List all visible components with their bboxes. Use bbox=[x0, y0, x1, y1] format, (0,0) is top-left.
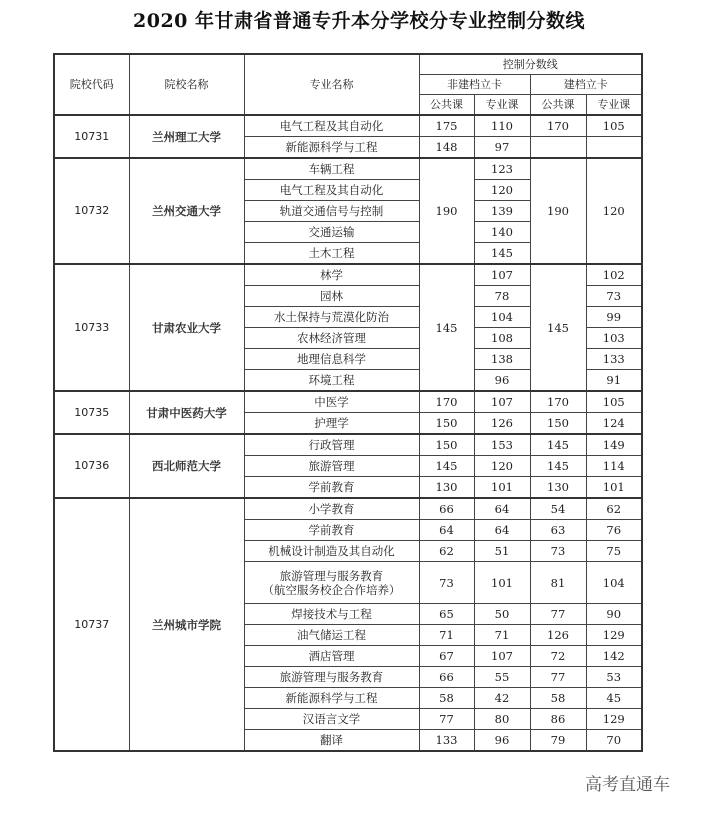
score-jd-pro: 90 bbox=[586, 604, 642, 625]
score-jd-pro: 76 bbox=[586, 520, 642, 541]
header-non-card-public: 公共课 bbox=[419, 95, 474, 116]
major-name bbox=[244, 730, 419, 752]
score-jd-pro: 124 bbox=[586, 413, 642, 435]
major-name-text: 机械设计制造及其自动化 bbox=[268, 544, 395, 558]
score-jd-pub: 126 bbox=[530, 625, 586, 646]
major-name-text: 旅游管理 bbox=[308, 459, 355, 473]
major-name bbox=[244, 328, 419, 349]
score-fj-pro: 107 bbox=[474, 391, 530, 413]
major-name-text: 学前教育 bbox=[308, 480, 355, 494]
score-jd-pro: 91 bbox=[586, 370, 642, 392]
major-name-text: 酒店管理 bbox=[308, 649, 355, 663]
score-fj-pro: 101 bbox=[474, 562, 530, 604]
major-name-text: 小学教育 bbox=[308, 502, 355, 516]
score-jd-pub: 170 bbox=[530, 391, 586, 413]
score-jd-pub: 58 bbox=[530, 688, 586, 709]
school-code: 10732 bbox=[54, 158, 129, 264]
major-name-text: 林学 bbox=[320, 268, 343, 282]
score-jd-pro: 103 bbox=[586, 328, 642, 349]
score-fj-pro: 51 bbox=[474, 541, 530, 562]
score-jd-pro: 105 bbox=[586, 115, 642, 137]
table-row bbox=[54, 158, 642, 180]
major-name bbox=[244, 562, 419, 604]
major-name bbox=[244, 264, 419, 286]
major-name bbox=[244, 391, 419, 413]
score-fj-pro: 120 bbox=[474, 180, 530, 201]
score-fj-pub: 150 bbox=[419, 413, 474, 435]
score-jd-pro: 149 bbox=[586, 434, 642, 456]
watermark: 高考直通车 bbox=[585, 775, 670, 795]
score-jd-pub: 79 bbox=[530, 730, 586, 752]
major-name bbox=[244, 413, 419, 435]
score-fj-pro: 108 bbox=[474, 328, 530, 349]
major-name bbox=[244, 370, 419, 392]
major-name-text: 油气储运工程 bbox=[297, 628, 366, 642]
major-name bbox=[244, 709, 419, 730]
major-name bbox=[244, 180, 419, 201]
major-note: （航空服务校企合作培养） bbox=[262, 582, 401, 597]
score-jd-pro: 53 bbox=[586, 667, 642, 688]
table-row bbox=[54, 434, 642, 456]
major-name-text: 翻译 bbox=[320, 733, 343, 747]
major-name-text: 水土保持与荒漠化防治 bbox=[274, 310, 389, 324]
score-fj-pro: 107 bbox=[474, 646, 530, 667]
header-major-name: 专业名称 bbox=[244, 54, 419, 115]
major-name bbox=[244, 243, 419, 265]
score-fj-pub: 65 bbox=[419, 604, 474, 625]
score-jd-pro: 142 bbox=[586, 646, 642, 667]
score-fj-pub: 67 bbox=[419, 646, 474, 667]
major-name bbox=[244, 349, 419, 370]
school-group bbox=[54, 264, 642, 391]
table-row bbox=[54, 115, 642, 137]
score-jd-pub: 190 bbox=[530, 158, 586, 264]
score-jd-pub: 145 bbox=[530, 456, 586, 477]
score-jd-pub: 170 bbox=[530, 115, 586, 137]
score-fj-pro: 126 bbox=[474, 413, 530, 435]
major-name-text: 旅游管理与服务教育 bbox=[279, 670, 384, 684]
score-fj-pub: 170 bbox=[419, 391, 474, 413]
major-name-text: 学前教育 bbox=[308, 523, 355, 537]
header-card-professional: 专业课 bbox=[586, 95, 642, 116]
score-fj-pro: 110 bbox=[474, 115, 530, 137]
score-jd-pub: 63 bbox=[530, 520, 586, 541]
score-fj-pub: 66 bbox=[419, 498, 474, 520]
major-name bbox=[244, 625, 419, 646]
major-name bbox=[244, 688, 419, 709]
score-jd-pub: 86 bbox=[530, 709, 586, 730]
major-name-text: 中医学 bbox=[314, 395, 349, 409]
score-jd-pub bbox=[530, 137, 586, 159]
score-fj-pub: 175 bbox=[419, 115, 474, 137]
major-name-text: 新能源科学与工程 bbox=[285, 691, 378, 705]
major-name bbox=[244, 201, 419, 222]
major-name bbox=[244, 541, 419, 562]
score-fj-pro: 96 bbox=[474, 730, 530, 752]
school-name: 甘肃农业大学 bbox=[129, 264, 244, 391]
score-fj-pub: 62 bbox=[419, 541, 474, 562]
score-fj-pro: 107 bbox=[474, 264, 530, 286]
score-fj-pro: 80 bbox=[474, 709, 530, 730]
score-fj-pro: 97 bbox=[474, 137, 530, 159]
major-name bbox=[244, 667, 419, 688]
score-jd-pro: 102 bbox=[586, 264, 642, 286]
major-name bbox=[244, 604, 419, 625]
score-fj-pro: 64 bbox=[474, 498, 530, 520]
school-group bbox=[54, 158, 642, 264]
score-fj-pro: 64 bbox=[474, 520, 530, 541]
major-name bbox=[244, 137, 419, 159]
major-name-text: 汉语言文学 bbox=[302, 712, 361, 726]
major-name bbox=[244, 115, 419, 137]
header-non-card: 非建档立卡 bbox=[419, 75, 530, 95]
school-group bbox=[54, 434, 642, 498]
score-fj-pub: 58 bbox=[419, 688, 474, 709]
score-jd-pro: 45 bbox=[586, 688, 642, 709]
score-jd-pub: 77 bbox=[530, 667, 586, 688]
score-jd-pub: 81 bbox=[530, 562, 586, 604]
score-fj-pub: 148 bbox=[419, 137, 474, 159]
score-fj-pro: 78 bbox=[474, 286, 530, 307]
major-name-text: 焊接技术与工程 bbox=[291, 607, 372, 621]
score-jd-pro: 101 bbox=[586, 477, 642, 499]
score-fj-pub: 64 bbox=[419, 520, 474, 541]
major-name bbox=[244, 646, 419, 667]
score-jd-pub: 145 bbox=[530, 264, 586, 391]
score-fj-pub: 190 bbox=[419, 158, 474, 264]
major-name bbox=[244, 477, 419, 499]
score-fj-pro: 145 bbox=[474, 243, 530, 265]
school-group bbox=[54, 115, 642, 158]
score-jd-pub: 73 bbox=[530, 541, 586, 562]
score-jd-pub: 145 bbox=[530, 434, 586, 456]
major-name-text: 电气工程及其自动化 bbox=[279, 183, 384, 197]
school-code: 10731 bbox=[54, 115, 129, 158]
table-row bbox=[54, 391, 642, 413]
header-card-public: 公共课 bbox=[530, 95, 586, 116]
score-table bbox=[53, 53, 643, 752]
score-jd-pro: 129 bbox=[586, 625, 642, 646]
school-code: 10737 bbox=[54, 498, 129, 751]
score-fj-pro: 42 bbox=[474, 688, 530, 709]
score-jd-pro: 120 bbox=[586, 158, 642, 264]
score-fj-pub: 66 bbox=[419, 667, 474, 688]
major-name-text: 车辆工程 bbox=[308, 162, 355, 176]
header-non-card-professional: 专业课 bbox=[474, 95, 530, 116]
school-name: 兰州理工大学 bbox=[129, 115, 244, 158]
score-fj-pro: 139 bbox=[474, 201, 530, 222]
score-fj-pub: 133 bbox=[419, 730, 474, 752]
table-row bbox=[54, 264, 642, 286]
major-name-text: 农林经济管理 bbox=[297, 331, 366, 345]
score-fj-pro: 138 bbox=[474, 349, 530, 370]
score-jd-pub: 72 bbox=[530, 646, 586, 667]
score-jd-pro: 129 bbox=[586, 709, 642, 730]
school-code: 10733 bbox=[54, 264, 129, 391]
score-fj-pub: 130 bbox=[419, 477, 474, 499]
major-name-text: 土木工程 bbox=[308, 246, 355, 260]
score-jd-pro: 105 bbox=[586, 391, 642, 413]
score-fj-pro: 153 bbox=[474, 434, 530, 456]
header-card: 建档立卡 bbox=[530, 75, 642, 95]
school-code: 10735 bbox=[54, 391, 129, 434]
major-name bbox=[244, 456, 419, 477]
major-name bbox=[244, 498, 419, 520]
major-name-text: 电气工程及其自动化 bbox=[279, 119, 384, 133]
score-jd-pro: 99 bbox=[586, 307, 642, 328]
major-name-text: 行政管理 bbox=[308, 438, 355, 452]
school-name: 兰州城市学院 bbox=[129, 498, 244, 751]
score-fj-pub: 71 bbox=[419, 625, 474, 646]
score-fj-pub: 145 bbox=[419, 456, 474, 477]
school-name: 兰州交通大学 bbox=[129, 158, 244, 264]
page-title: 2020 年甘肃省普通专升本分学校分专业控制分数线 bbox=[133, 10, 585, 32]
table-row bbox=[54, 498, 642, 520]
score-jd-pro: 70 bbox=[586, 730, 642, 752]
score-fj-pub: 150 bbox=[419, 434, 474, 456]
major-name-text: 环境工程 bbox=[308, 373, 355, 387]
major-name-text: 地理信息科学 bbox=[297, 352, 366, 366]
score-fj-pro: 55 bbox=[474, 667, 530, 688]
score-fj-pub: 145 bbox=[419, 264, 474, 391]
score-jd-pro: 73 bbox=[586, 286, 642, 307]
major-name bbox=[244, 286, 419, 307]
header-school-code: 院校代码 bbox=[54, 54, 129, 115]
major-name-text: 旅游管理与服务教育 bbox=[279, 568, 384, 583]
score-fj-pub: 73 bbox=[419, 562, 474, 604]
school-code: 10736 bbox=[54, 434, 129, 498]
score-fj-pro: 104 bbox=[474, 307, 530, 328]
score-fj-pro: 140 bbox=[474, 222, 530, 243]
major-name-text: 护理学 bbox=[314, 416, 349, 430]
major-name-text: 园林 bbox=[320, 289, 343, 303]
school-group bbox=[54, 498, 642, 751]
score-fj-pro: 71 bbox=[474, 625, 530, 646]
score-jd-pub: 54 bbox=[530, 498, 586, 520]
header-school-name: 院校名称 bbox=[129, 54, 244, 115]
score-fj-pro: 50 bbox=[474, 604, 530, 625]
score-jd-pub: 130 bbox=[530, 477, 586, 499]
score-fj-pub: 77 bbox=[419, 709, 474, 730]
major-name bbox=[244, 520, 419, 541]
major-name bbox=[244, 434, 419, 456]
score-jd-pro: 114 bbox=[586, 456, 642, 477]
major-name-text: 新能源科学与工程 bbox=[285, 140, 378, 154]
school-name: 西北师范大学 bbox=[129, 434, 244, 498]
score-fj-pro: 96 bbox=[474, 370, 530, 392]
major-name-text: 轨道交通信号与控制 bbox=[279, 204, 384, 218]
major-name bbox=[244, 307, 419, 328]
header-control-score: 控制分数线 bbox=[419, 54, 642, 75]
school-name: 甘肃中医药大学 bbox=[129, 391, 244, 434]
score-fj-pro: 123 bbox=[474, 158, 530, 180]
score-jd-pro: 75 bbox=[586, 541, 642, 562]
score-jd-pro: 104 bbox=[586, 562, 642, 604]
score-fj-pro: 101 bbox=[474, 477, 530, 499]
score-jd-pro: 133 bbox=[586, 349, 642, 370]
score-jd-pro: 62 bbox=[586, 498, 642, 520]
score-fj-pro: 120 bbox=[474, 456, 530, 477]
major-name bbox=[244, 222, 419, 243]
major-name bbox=[244, 158, 419, 180]
school-group bbox=[54, 391, 642, 434]
major-name-text: 交通运输 bbox=[308, 225, 355, 239]
score-jd-pro bbox=[586, 137, 642, 159]
score-jd-pub: 150 bbox=[530, 413, 586, 435]
score-jd-pub: 77 bbox=[530, 604, 586, 625]
